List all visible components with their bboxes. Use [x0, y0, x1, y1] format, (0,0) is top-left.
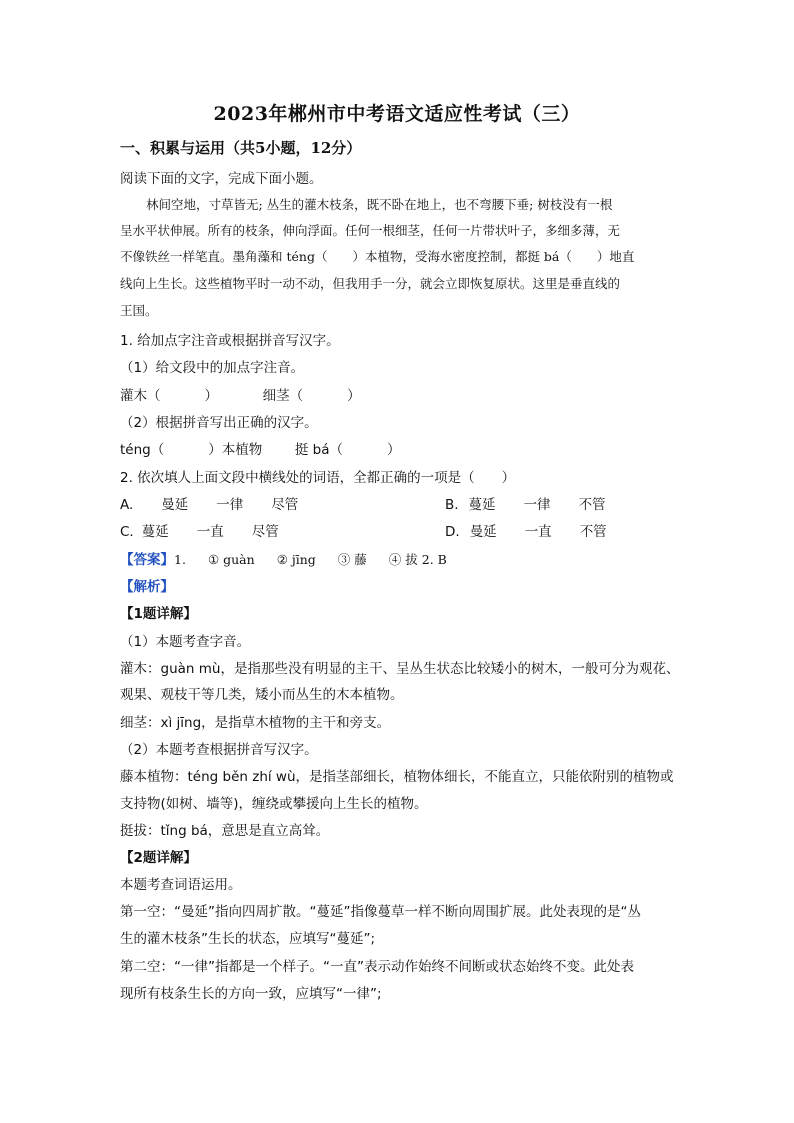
passage-line: 线向上生长。这些植物平时一动不动，但我用手一分，就会立即恢复原状。这里是垂直线的 [120, 276, 621, 291]
blank-label: 挺 bá（ [294, 442, 343, 458]
blank-label: 灌木（ [120, 388, 161, 404]
analysis-line: 生的灌木枝条”生长的状态，应填写“蔓延”; [120, 931, 376, 947]
blank-label: téng（ [120, 442, 165, 458]
option-c: C. 蔓延 一直 尽管 [120, 524, 279, 540]
analysis-tag: 【解析】 [120, 579, 174, 595]
analysis-line: 第二空：“一律”指都是一个样子。“一直”表示动作始终不间断或状态始终不变。此处表 [120, 959, 634, 975]
passage-line: 呈水平状伸展。所有的枝条，伸向浮面。任何一根细茎，任何一片带状叶子，多细多薄，无 [120, 223, 621, 238]
blank-label: 细茎（ [262, 388, 304, 404]
passage-line: 林间空地，寸草皆无; 丛生的灌木枝条，既不卧在地上，也不弯腰下垂; 树枝没有一根 [146, 197, 613, 212]
instruction-text: 阅读下面的文字，完成下面小题。 [120, 171, 323, 187]
option-d: D. 曼延 一直 不管 [445, 524, 607, 540]
hanzi-blanks-row: téng（ ）本植物 挺 bá（ ） [120, 442, 401, 458]
page-title: 2023年郴州市中考语文适应性考试（三） [213, 103, 581, 125]
q2-detail-tag: 【2题详解】 [120, 850, 197, 866]
analysis-line: 藤本植物：téng běn zhí wù，是指茎部细长，植物体细长，不能直立，只能依附别的植物或 [120, 769, 674, 785]
q1-detail-tag: 【1题详解】 [120, 606, 197, 622]
analysis-line: （1）本题考查字音。 [120, 634, 251, 650]
question-1: 1. 给加点字注音或根据拼音写汉字。 [120, 333, 340, 349]
option-b: B. 蔓延 一律 不管 [445, 497, 606, 513]
analysis-line: 观果、观枝干等几类，矮小而丛生的木本植物。 [120, 687, 404, 703]
analysis-line: （2）本题考查根据拼音写汉字。 [120, 742, 318, 758]
pinyin-blanks-row: 灌木（ ） 细茎（ ） [120, 388, 361, 404]
analysis-line: 支持物(如树、墙等)，缠绕或攀援向上生长的植物。 [120, 796, 428, 812]
analysis-line: 灌木：guàn mù，是指那些没有明显的主干、呈丛生状态比较矮小的树木，一般可分为观花、 [120, 661, 680, 677]
answer-tag: 【答案】 [120, 552, 174, 568]
section-heading: 一、积累与运用（共5小题，12分） [120, 139, 362, 157]
analysis-line: 细茎：xì jīng，是指草木植物的主干和旁支。 [120, 715, 391, 731]
analysis-line: 挺拔：tǐng bá，意思是直立高耸。 [120, 823, 330, 839]
question-1-part-1: （1）给文段中的加点字注音。 [120, 360, 305, 376]
question-1-part-2: （2）根据拼音写出正确的汉字。 [120, 415, 318, 431]
option-a: A. 曼延 一律 尽管 [120, 497, 299, 513]
answer-row: 【答案】1. ① guàn ② jīng ③ 藤 ④ 拔 2. B [120, 552, 447, 568]
question-2: 2. 依次填人上面文段中横线处的词语，全都正确的一项是（ ） [120, 470, 516, 486]
analysis-line: 本题考查词语运用。 [120, 877, 242, 893]
analysis-line: 现所有枝条生长的方向一致，应填写“一律”; [120, 986, 382, 1002]
passage-line: 王国。 [120, 303, 158, 318]
analysis-line: 第一空：“曼延”指向四周扩散。“蔓延”指像蔓草一样不断向周围扩展。此处表现的是“丛 [120, 904, 641, 920]
passage-line: 不像铁丝一样笔直。墨角藻和 téng（ ）本植物，受海水密度控制，都挺 bá（ ）地直 [120, 249, 635, 264]
